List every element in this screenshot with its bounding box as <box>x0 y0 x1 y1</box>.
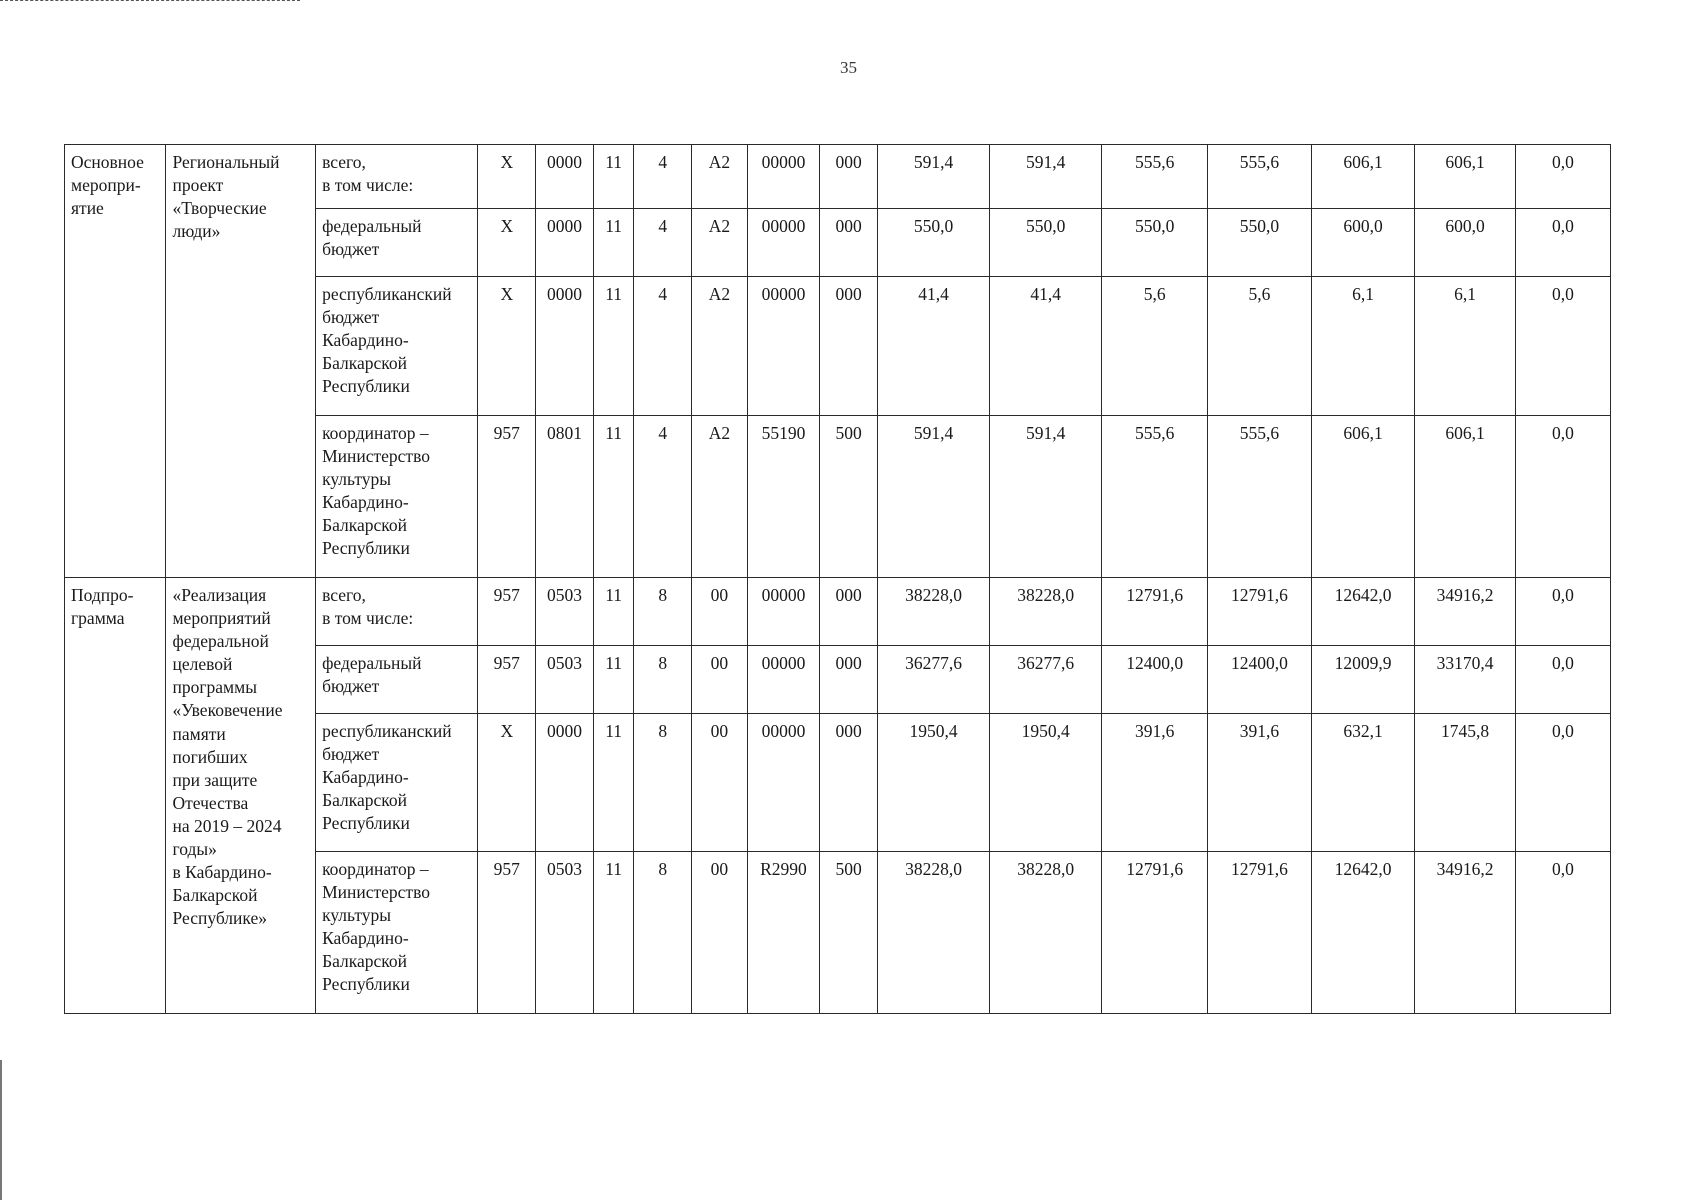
scan-left-edge <box>0 1060 2 1200</box>
code-cell: A2 <box>692 277 748 416</box>
code-cell: 957 <box>478 416 536 578</box>
value-cell: 550,0 <box>1102 209 1208 277</box>
code-cell: 0000 <box>536 145 594 209</box>
code-cell: 4 <box>634 277 692 416</box>
value-cell: 12642,0 <box>1311 852 1415 1014</box>
value-cell: 34916,2 <box>1415 852 1515 1014</box>
table-row <box>65 145 1611 209</box>
code-cell: 00000 <box>747 145 820 209</box>
value-cell: 12642,0 <box>1311 578 1415 646</box>
value-cell: 591,4 <box>990 416 1102 578</box>
code-cell: 00 <box>692 714 748 852</box>
budget-table-body <box>65 145 1611 1014</box>
code-cell: 0801 <box>536 416 594 578</box>
value-cell: 5,6 <box>1208 277 1312 416</box>
value-cell: 0,0 <box>1515 416 1610 578</box>
value-cell: 550,0 <box>877 209 989 277</box>
value-cell: 555,6 <box>1208 145 1312 209</box>
code-cell: 000 <box>820 714 878 852</box>
value-cell: 12400,0 <box>1208 646 1312 714</box>
value-cell: 33170,4 <box>1415 646 1515 714</box>
code-cell: 00000 <box>747 277 820 416</box>
value-cell: 0,0 <box>1515 852 1610 1014</box>
value-cell: 606,1 <box>1311 145 1415 209</box>
code-cell: 0000 <box>536 714 594 852</box>
funding-source: федеральный бюджет <box>316 646 478 714</box>
code-cell: 11 <box>593 416 634 578</box>
code-cell: 4 <box>634 209 692 277</box>
value-cell: 36277,6 <box>990 646 1102 714</box>
code-cell: 500 <box>820 852 878 1014</box>
value-cell: 41,4 <box>990 277 1102 416</box>
row-kind: Подпро- грамма <box>65 578 166 1014</box>
value-cell: 12791,6 <box>1102 852 1208 1014</box>
budget-table <box>64 144 1611 1014</box>
code-cell: 000 <box>820 578 878 646</box>
code-cell: R2990 <box>747 852 820 1014</box>
scan-top-edge <box>0 0 300 1</box>
value-cell: 606,1 <box>1311 416 1415 578</box>
table-row <box>65 578 1611 646</box>
code-cell: 0000 <box>536 277 594 416</box>
code-cell: A2 <box>692 416 748 578</box>
code-cell: 0503 <box>536 578 594 646</box>
value-cell: 12009,9 <box>1311 646 1415 714</box>
value-cell: 6,1 <box>1311 277 1415 416</box>
code-cell: 11 <box>593 209 634 277</box>
code-cell: 11 <box>593 145 634 209</box>
value-cell: 34916,2 <box>1415 578 1515 646</box>
code-cell: 8 <box>634 646 692 714</box>
value-cell: 41,4 <box>877 277 989 416</box>
code-cell: 00000 <box>747 578 820 646</box>
code-cell: 00000 <box>747 714 820 852</box>
value-cell: 0,0 <box>1515 277 1610 416</box>
code-cell: 4 <box>634 416 692 578</box>
value-cell: 606,1 <box>1415 145 1515 209</box>
value-cell: 391,6 <box>1208 714 1312 852</box>
value-cell: 38228,0 <box>877 578 989 646</box>
funding-source: координатор – Министерство культуры Кабардино- Балкарской Республики <box>316 852 478 1014</box>
value-cell: 606,1 <box>1415 416 1515 578</box>
code-cell: 4 <box>634 145 692 209</box>
code-cell: X <box>478 209 536 277</box>
funding-source: федеральный бюджет <box>316 209 478 277</box>
value-cell: 0,0 <box>1515 714 1610 852</box>
code-cell: 8 <box>634 578 692 646</box>
value-cell: 38228,0 <box>990 852 1102 1014</box>
code-cell: 957 <box>478 578 536 646</box>
code-cell: 11 <box>593 646 634 714</box>
row-name: «Реализация мероприятий федеральной целевой программы «Увековечение памяти погибших при защите Отечества на 2019 – 2024 годы» в Кабардино- Балкарской Республике» <box>166 578 316 1014</box>
funding-source: всего, в том числе: <box>316 578 478 646</box>
code-cell: 11 <box>593 578 634 646</box>
code-cell: 000 <box>820 209 878 277</box>
code-cell: 000 <box>820 277 878 416</box>
code-cell: 957 <box>478 646 536 714</box>
value-cell: 1950,4 <box>877 714 989 852</box>
code-cell: 00000 <box>747 209 820 277</box>
value-cell: 36277,6 <box>877 646 989 714</box>
value-cell: 555,6 <box>1102 416 1208 578</box>
code-cell: A2 <box>692 209 748 277</box>
code-cell: 11 <box>593 277 634 416</box>
code-cell: 00 <box>692 852 748 1014</box>
code-cell: X <box>478 145 536 209</box>
value-cell: 38228,0 <box>990 578 1102 646</box>
funding-source: координатор – Министерство культуры Кабардино- Балкарской Республики <box>316 416 478 578</box>
code-cell: 11 <box>593 714 634 852</box>
code-cell: 0503 <box>536 646 594 714</box>
value-cell: 600,0 <box>1415 209 1515 277</box>
page-number: 35 <box>840 58 857 77</box>
value-cell: 550,0 <box>1208 209 1312 277</box>
code-cell: 0000 <box>536 209 594 277</box>
value-cell: 632,1 <box>1311 714 1415 852</box>
value-cell: 6,1 <box>1415 277 1515 416</box>
code-cell: X <box>478 277 536 416</box>
code-cell: 000 <box>820 145 878 209</box>
value-cell: 555,6 <box>1102 145 1208 209</box>
row-name: Региональный проект «Творческие люди» <box>166 145 316 578</box>
row-kind: Основное меропри- ятие <box>65 145 166 578</box>
value-cell: 391,6 <box>1102 714 1208 852</box>
value-cell: 12791,6 <box>1208 578 1312 646</box>
value-cell: 1950,4 <box>990 714 1102 852</box>
code-cell: 55190 <box>747 416 820 578</box>
code-cell: 8 <box>634 714 692 852</box>
code-cell: 0503 <box>536 852 594 1014</box>
value-cell: 1745,8 <box>1415 714 1515 852</box>
code-cell: 11 <box>593 852 634 1014</box>
code-cell: 957 <box>478 852 536 1014</box>
value-cell: 12791,6 <box>1208 852 1312 1014</box>
funding-source: республиканский бюджет Кабардино- Балкарской Республики <box>316 277 478 416</box>
code-cell: X <box>478 714 536 852</box>
value-cell: 600,0 <box>1311 209 1415 277</box>
funding-source: всего, в том числе: <box>316 145 478 209</box>
code-cell: 000 <box>820 646 878 714</box>
code-cell: 00000 <box>747 646 820 714</box>
value-cell: 591,4 <box>877 145 989 209</box>
value-cell: 0,0 <box>1515 578 1610 646</box>
value-cell: 0,0 <box>1515 646 1610 714</box>
code-cell: 8 <box>634 852 692 1014</box>
value-cell: 591,4 <box>990 145 1102 209</box>
value-cell: 12791,6 <box>1102 578 1208 646</box>
value-cell: 591,4 <box>877 416 989 578</box>
code-cell: 500 <box>820 416 878 578</box>
value-cell: 38228,0 <box>877 852 989 1014</box>
value-cell: 12400,0 <box>1102 646 1208 714</box>
code-cell: A2 <box>692 145 748 209</box>
value-cell: 0,0 <box>1515 145 1610 209</box>
code-cell: 00 <box>692 646 748 714</box>
value-cell: 5,6 <box>1102 277 1208 416</box>
value-cell: 550,0 <box>990 209 1102 277</box>
code-cell: 00 <box>692 578 748 646</box>
funding-source: республиканский бюджет Кабардино- Балкарской Республики <box>316 714 478 852</box>
value-cell: 555,6 <box>1208 416 1312 578</box>
value-cell: 0,0 <box>1515 209 1610 277</box>
